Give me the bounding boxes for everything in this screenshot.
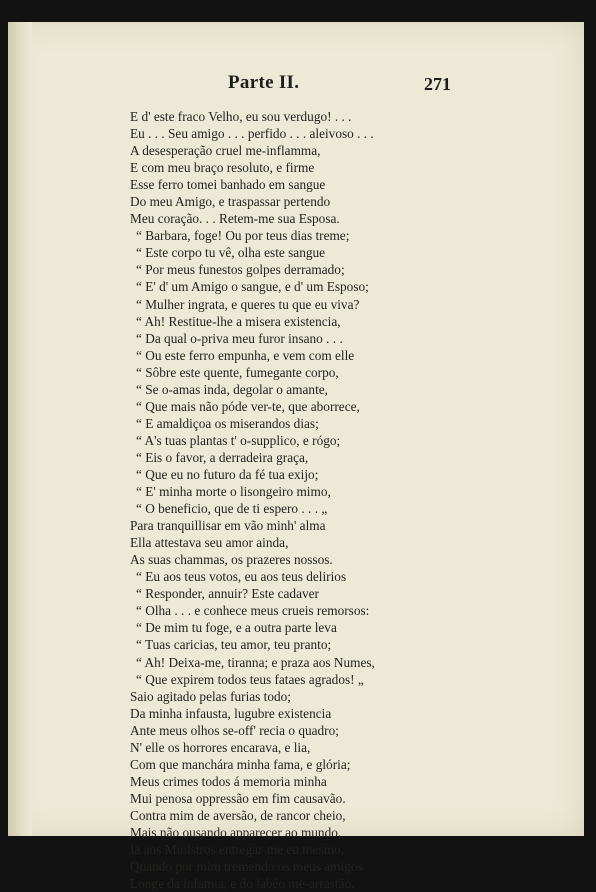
verse-line: “ Tuas caricias, teu amor, teu pranto; bbox=[136, 637, 332, 653]
verse-line: Meu coração. . . Retem-me sua Esposa. bbox=[130, 211, 340, 227]
verse-line: “ E amaldiçoa os miserandos dias; bbox=[136, 415, 319, 431]
verse-line: A desesperação cruel me-inflamma, bbox=[130, 143, 321, 159]
verse-line: N' elle os horrores encarava, e lia, bbox=[130, 739, 311, 755]
running-head: Parte II. bbox=[228, 72, 300, 93]
verse-line: “ Da qual o-priva meu furor insano . . . bbox=[136, 330, 343, 346]
verse-line: Contra mim de aversão, de rancor cheio, bbox=[130, 807, 346, 823]
verse-line: E d' este fraco Velho, eu sou verdugo! . . . bbox=[130, 109, 352, 124]
verse-line: Para tranquillisar em vão minh' alma bbox=[130, 518, 326, 534]
verse-line: Da minha infausta, lugubre existencia bbox=[130, 705, 332, 721]
verse-line: “ Olha . . . e conhece meus crueis remorsos: bbox=[136, 603, 370, 619]
verse-line: “ Que mais não póde ver-te, que aborrece, bbox=[136, 398, 360, 414]
page-gutter bbox=[8, 22, 32, 836]
verse-line: Esse ferro tomei banhado em sangue bbox=[130, 177, 326, 193]
verse-line: “ Barbara, foge! Ou por teus dias treme; bbox=[136, 228, 350, 244]
verse-line: Longe da infamia, e do labéo me-arrastão. bbox=[130, 876, 355, 892]
verse-line: Mais não ousando apparecer ao mundo, bbox=[130, 824, 342, 840]
verse-line: “ O beneficio, que de ti espero . . . „ bbox=[136, 501, 328, 517]
verse-line: “ Que expirem todos teus fataes agrados! „ bbox=[136, 671, 364, 687]
page-header bbox=[8, 72, 584, 102]
verse-line: “ De mim tu foge, e a outra parte leva bbox=[136, 620, 337, 636]
verse-line: Com que manchára minha fama, e glória; bbox=[130, 756, 351, 772]
verse-line: Do meu Amigo, e traspassar pertendo bbox=[130, 194, 331, 210]
verse-line: Quando por mim tremendo os meus amigos bbox=[130, 859, 363, 875]
verse-line: “ Ah! Deixa-me, tiranna; e praza aos Numes, bbox=[136, 654, 375, 670]
book-page bbox=[8, 22, 584, 892]
verse-line: E com meu braço resoluto, e firme bbox=[130, 160, 315, 176]
verse-line: Ella attestava seu amor ainda, bbox=[130, 535, 289, 551]
verse-line: “ Sôbre este quente, fumegante corpo, bbox=[136, 364, 339, 380]
verse-line: “ Eis o favor, a derradeira graça, bbox=[136, 449, 309, 465]
verse-line: Eu . . . Seu amigo . . . perfido . . . aleivoso . . . bbox=[130, 126, 374, 142]
verse-line: “ Ou este ferro empunha, e vem com elle bbox=[136, 347, 355, 363]
verse-line: Ante meus olhos se-off' recia o quadro; bbox=[130, 722, 339, 738]
verse-line: “ Ah! Restitue-lhe a misera existencia, bbox=[136, 313, 341, 329]
verse-line: As suas chammas, os prazeres nossos. bbox=[130, 552, 333, 568]
verse-line: Saio agitado pelas furias todo; bbox=[130, 688, 292, 704]
verse-line: “ E' minha morte o lisongeiro mimo, bbox=[136, 484, 331, 500]
verse-line: “ A's tuas plantas t' o-supplico, e rógo; bbox=[136, 432, 341, 448]
poem-text bbox=[130, 108, 430, 892]
verse-line: Meus crimes todos á memoria minha bbox=[130, 773, 327, 789]
verse-line: “ Este corpo tu vê, olha este sangue bbox=[136, 245, 326, 261]
verse-line: “ Por meus funestos golpes derramado; bbox=[136, 262, 345, 278]
verse-line: “ Mulher ingrata, e queres tu que eu viva? bbox=[136, 296, 360, 312]
verse-line: “ Responder, annuir? Este cadaver bbox=[136, 586, 319, 602]
verse-line: Ia aos Ministros entregar-me eu mesmo, bbox=[130, 842, 344, 858]
page-number: 271 bbox=[424, 74, 451, 94]
verse-line: Mui penosa oppressão em fim causavão. bbox=[130, 790, 346, 806]
verse-line: “ Se o-amas inda, degolar o amante, bbox=[136, 381, 328, 397]
verse-line: “ Que eu no futuro da fé tua exijo; bbox=[136, 466, 319, 482]
verse-line: “ E' d' um Amigo o sangue, e d' um Esposo; bbox=[136, 279, 369, 295]
verse-line: “ Eu aos teus votos, eu aos teus delirios bbox=[136, 569, 347, 585]
